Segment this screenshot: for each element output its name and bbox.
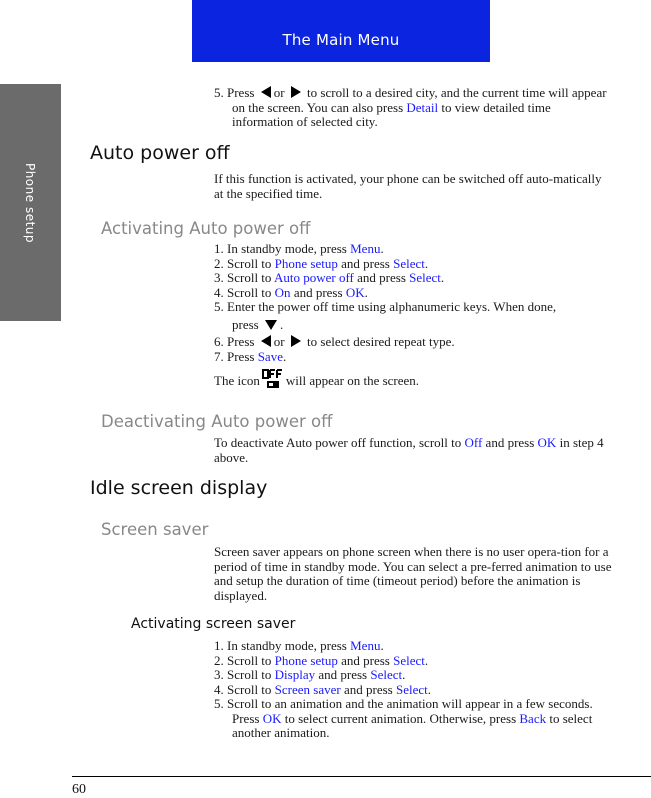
- side-tab-label: Phone setup: [23, 162, 37, 243]
- ss-step-1: 1. In standby mode, press Menu.: [214, 638, 384, 653]
- intro-step: [214, 86, 614, 130]
- screen-saver-description: Screen saver appears on phone screen when there is no user opera-tion for a period of time in standby mode. You can select a pre-ferred animation to use and setup the duration of time (timeout period) before the animation is displayed.: [214, 544, 612, 603]
- step-1: 1. In standby mode, press Menu.: [214, 241, 384, 256]
- activating-screen-saver-steps: [214, 639, 609, 741]
- ss-step-4: 4. Scroll to Screen saver and press Select.: [214, 681, 431, 697]
- step-5: 5. Enter the power off time using alphanumeric keys. When done, press .: [214, 299, 557, 332]
- left-arrow-icon: [261, 86, 271, 98]
- heading-activating-screen-saver: Activating screen saver: [131, 616, 296, 632]
- left-arrow-icon: [261, 335, 271, 347]
- heading-activating-auto-power-off: Activating Auto power off: [101, 219, 311, 238]
- heading-deactivating-auto-power-off: Deactivating Auto power off: [101, 412, 333, 431]
- heading-auto-power-off: Auto power off: [90, 142, 230, 164]
- ss-step-3: 3. Scroll to Display and press Select.: [214, 667, 406, 682]
- right-arrow-icon: [291, 335, 301, 347]
- page-number: 60: [72, 782, 86, 797]
- ss-step-2: 2. Scroll to Phone setup and press Select.: [214, 652, 429, 668]
- auto-off-icon: [262, 369, 284, 389]
- header-banner: [192, 0, 490, 62]
- step-2: 2. Scroll to Phone setup and press Select.: [214, 255, 429, 271]
- ss-step-5: 5. Scroll to an animation and the animation will appear in a few seconds. Press OK to select current animation. Otherwise, press Back to select another animation.: [214, 696, 593, 740]
- right-arrow-icon: [291, 86, 301, 98]
- down-arrow-icon: [265, 320, 277, 330]
- heading-idle-screen-display: Idle screen display: [90, 477, 268, 499]
- auto-power-off-description: If this function is activated, your phone can be switched off auto-matically at the specified time.: [214, 171, 602, 201]
- footer-divider: [72, 776, 651, 777]
- side-tab: [0, 84, 61, 321]
- key-detail: Detail: [406, 99, 439, 115]
- header-title: The Main Menu: [282, 31, 400, 49]
- intro-step-text: 5. Press or to scroll to a desired city, and the current time will appear on the screen. You can also press Detail to view detailed time information of selected city.: [214, 85, 607, 129]
- step-4: 4. Scroll to On and press OK.: [214, 284, 368, 300]
- step-3: 3. Scroll to Auto power off and press Select.: [214, 270, 445, 285]
- heading-screen-saver: Screen saver: [101, 520, 209, 539]
- step-7: 7. Press Save.: [214, 348, 287, 364]
- activating-auto-power-off-steps: [214, 242, 614, 389]
- deactivating-text: To deactivate Auto power off function, scroll to Off and press OK in step 4 above.: [214, 435, 604, 465]
- icon-note: The icon will appear on the screen.: [214, 369, 614, 389]
- step-6: 6. Press or to select desired repeat type.: [214, 334, 455, 349]
